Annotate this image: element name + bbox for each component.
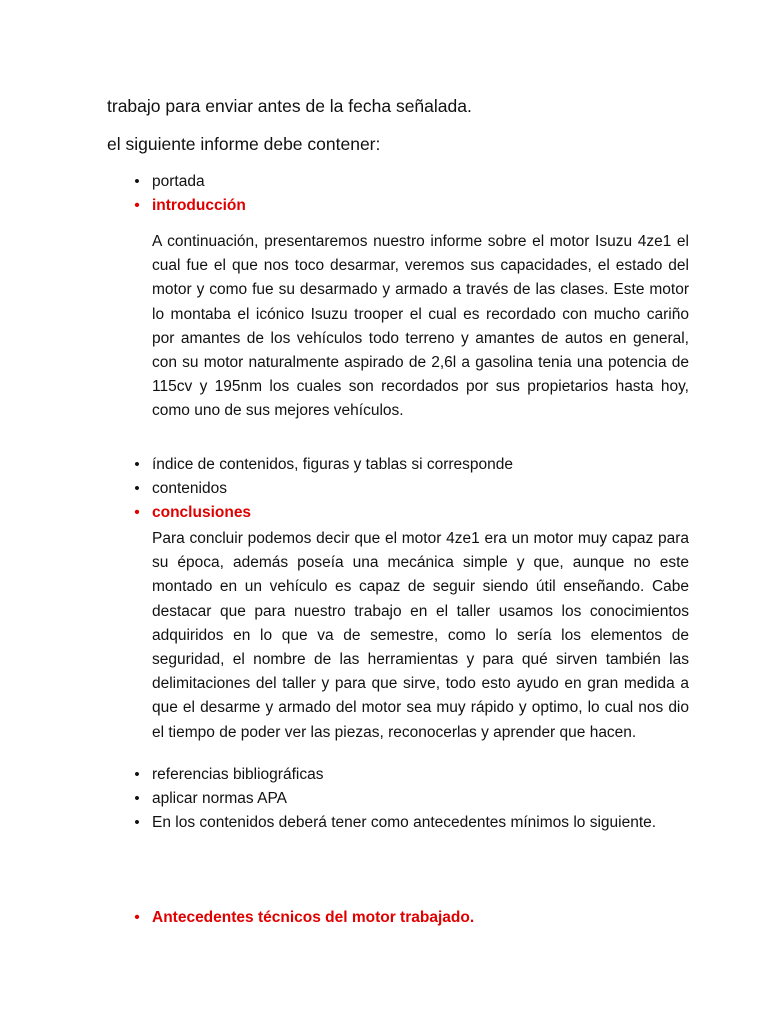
requirements-list-top [0,170,768,218]
list-item-label: Antecedentes técnicos del motor trabajado. [152,909,475,926]
list-item-indice [0,453,768,477]
list-item-label: portada [152,173,205,190]
list-item-portada [0,170,768,194]
list-item-label: En los contenidos deberá tener como antecedentes mínimos lo siguiente. [152,814,657,832]
bullet-icon: • [134,814,140,832]
bullet-icon: • [134,456,140,473]
list-item-normas [0,787,768,811]
bullet-icon: • [134,790,140,808]
bullet-icon: • [134,197,140,215]
bullet-icon: • [134,766,140,783]
list-item-antecedentes-tecnicos [0,906,768,930]
list-item-referencias [0,763,768,787]
list-item-label: conclusiones [152,504,252,522]
list-item-antecedentes-minimos [0,811,768,835]
list-item-label: aplicar normas APA [152,790,287,808]
conclusion-paragraph: Para concluir podemos decir que el motor 4ze1 era un motor muy capaz para su época, además poseía una mecánica simple y que, aunque no este montado en un vehículo es capaz de seguir siendo útil enseñando. Cabe destacar que para nuestro trabajo en el taller usamos los conocimientos adquiridos en lo que va de semestre, como lo sería los elementos de seguridad, el nombre de las herramientas y para qué sirven también las delimitaciones del taller y para que sirve, todo esto ayudo en gran medida a que el desarme y armado del motor sea muy rápido y optimo, lo cual nos dio el tiempo de poder ver las piezas, reconocerlas y aprender que hacen. [152,530,689,741]
bullet-icon: • [134,480,140,498]
list-item-conclusiones [0,501,768,525]
list-item-introduccion [0,194,768,218]
bullet-icon: • [134,504,140,522]
requirements-list-middle [0,453,768,526]
list-item-label: referencias bibliográficas [152,766,324,783]
requirements-list-technical [0,906,768,930]
intro-line-contents: el siguiente informe debe contener: [107,134,381,154]
bullet-icon: • [134,173,140,190]
list-item-label: índice de contenidos, figuras y tablas si corresponde [152,456,514,473]
introduction-paragraph: A continuación, presentaremos nuestro informe sobre el motor Isuzu 4ze1 el cual fue el que nos toco desarmar, veremos sus capacidades, el estado del motor y como fue su desarmado y armado a través de las clases. Este motor lo montaba el icónico Isuzu trooper el cual es recordado con mucho cariño por amantes de los vehículos todo terreno y amantes de autos en general, con su motor naturalmente aspirado de 2,6l a gasolina tenia una potencia de 115cv y 195nm los cuales son recordados por sus propietarios hasta hoy, como uno de sus mejores vehículos. [152,233,689,420]
requirements-list-bottom [0,763,768,836]
intro-line-deadline: trabajo para enviar antes de la fecha señalada. [107,96,472,116]
bullet-icon: • [134,909,140,926]
list-item-label: contenidos [152,480,227,498]
list-item-label: introducción [152,197,246,215]
list-item-contenidos [0,477,768,501]
